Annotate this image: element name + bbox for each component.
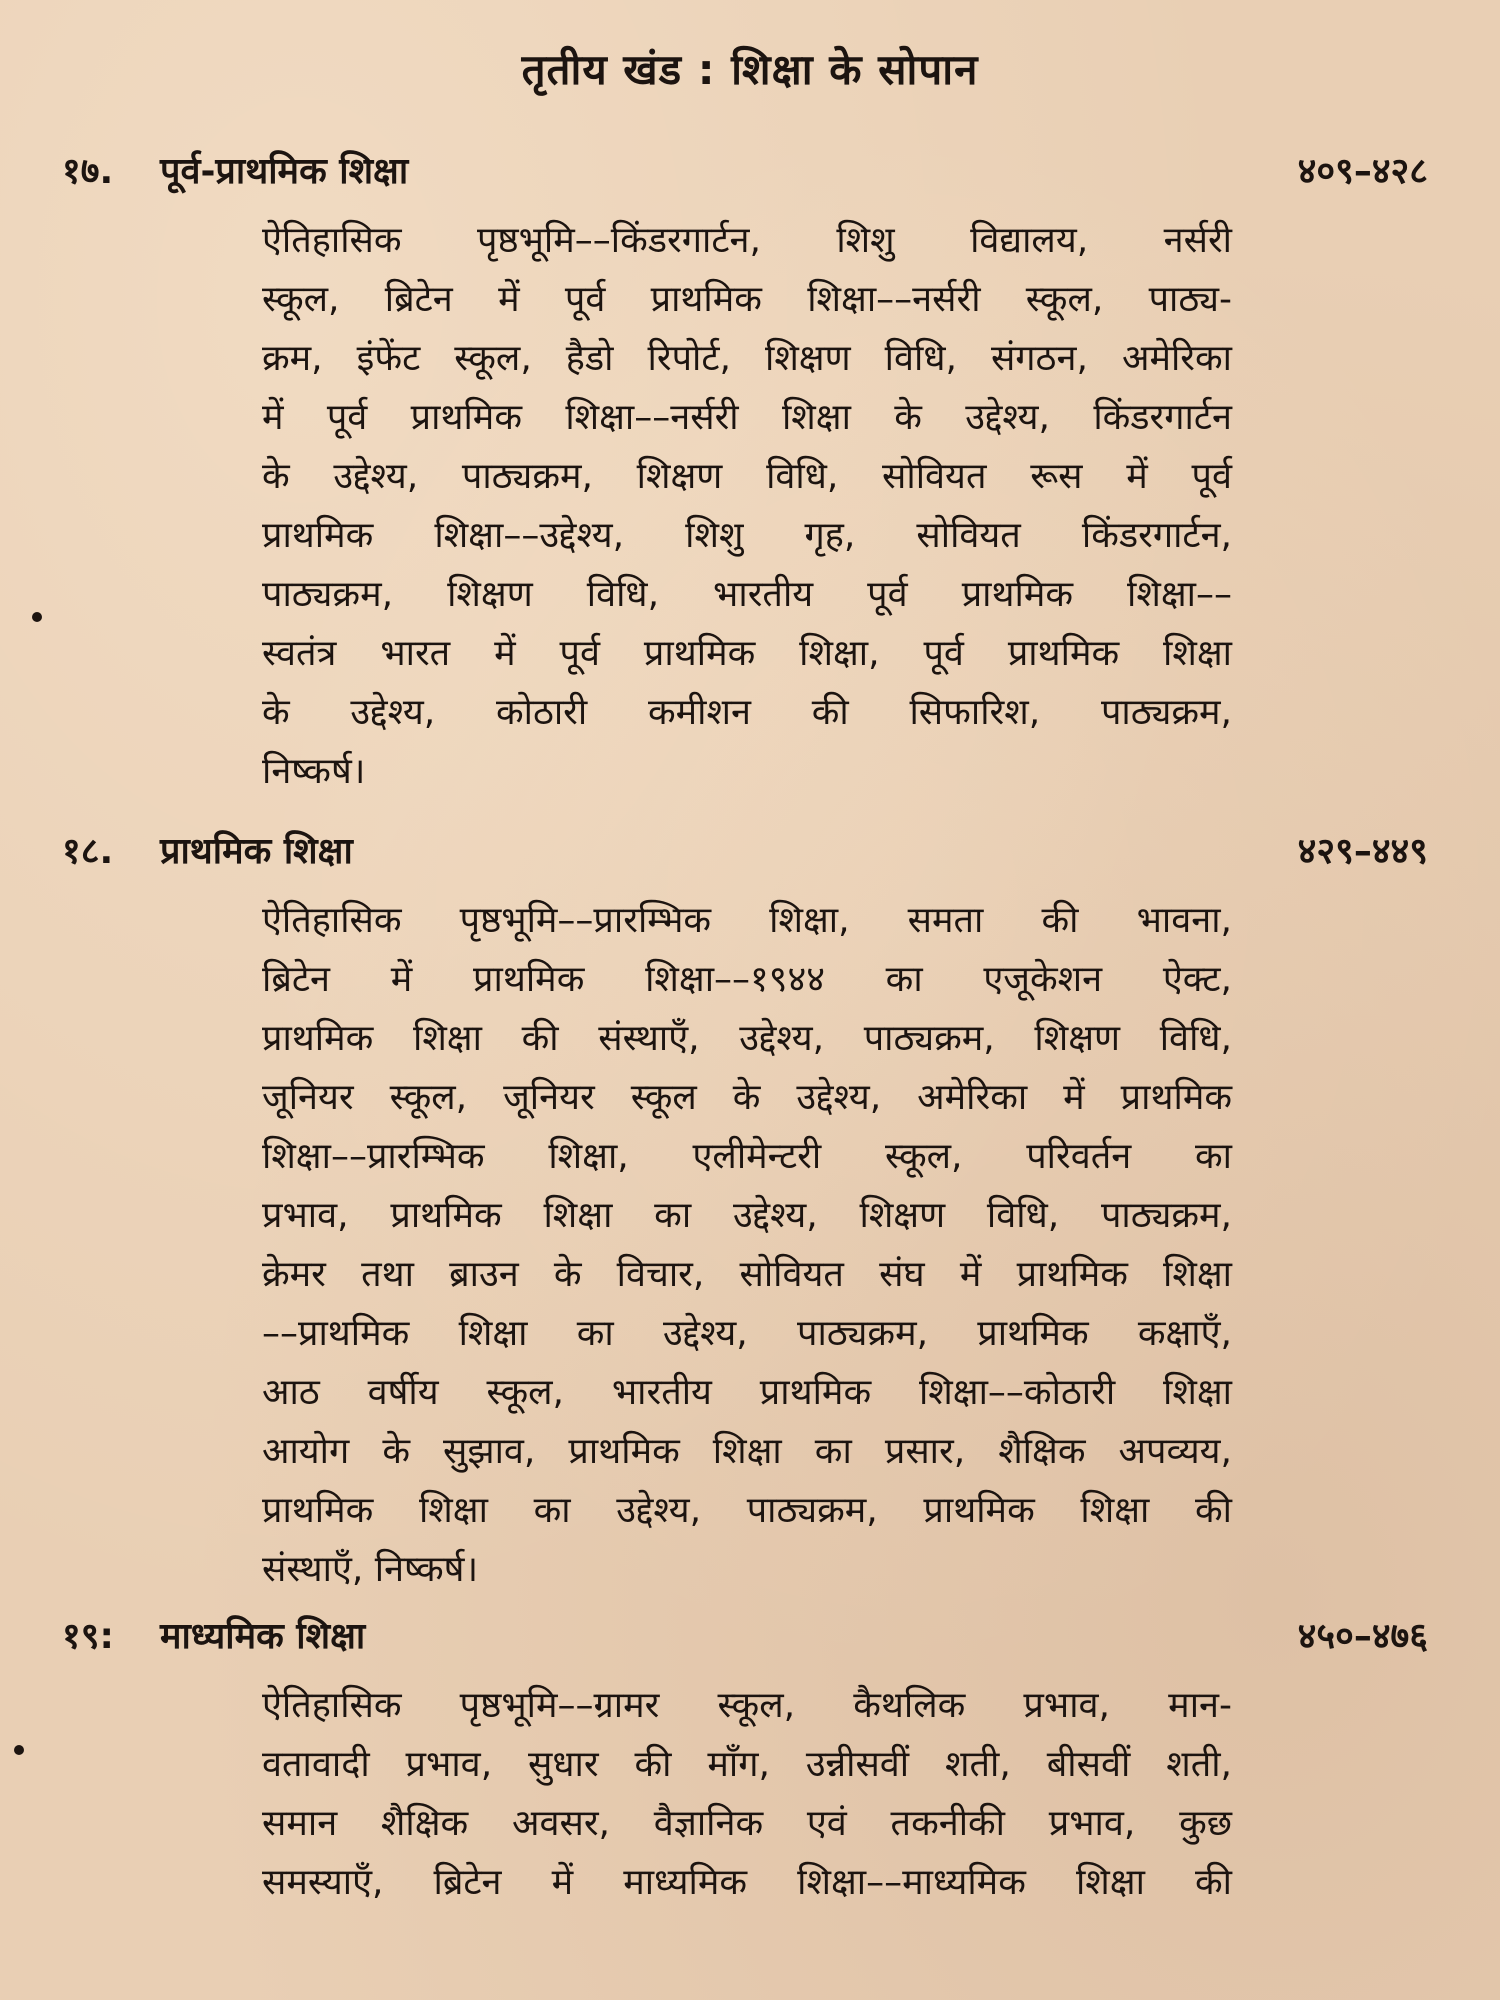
chapter-title: प्राथमिक शिक्षा xyxy=(160,831,353,872)
chapter-number: १९: xyxy=(62,1616,114,1657)
summary-line: स्वतंत्र भारत में पूर्व प्राथमिक शिक्षा, पूर्व प्राथमिक शिक्षा xyxy=(262,633,1232,674)
chapter-heading xyxy=(0,1610,1500,1676)
summary-line: संस्थाएँ, निष्कर्ष। xyxy=(262,1549,479,1590)
summary-line: समान शैक्षिक अवसर, वैज्ञानिक एवं तकनीकी प्रभाव, कुछ xyxy=(262,1803,1232,1844)
chapter-page-range: ४०९–४२८ xyxy=(1297,151,1428,192)
summary-line: स्कूल, ब्रिटेन में पूर्व प्राथमिक शिक्षा––नर्सरी स्कूल, पाठ्य- xyxy=(262,279,1232,320)
section-title: तृतीय खंड : शिक्षा के सोपान xyxy=(521,45,979,94)
print-speck xyxy=(14,1745,24,1755)
summary-line: आयोग के सुझाव, प्राथमिक शिक्षा का प्रसार, शैक्षिक अपव्यय, xyxy=(262,1431,1232,1472)
summary-line: क्रम, इंफेंट स्कूल, हैडो रिपोर्ट, शिक्षण विधि, संगठन, अमेरिका xyxy=(262,338,1232,379)
chapter-page-range: ४२९–४४९ xyxy=(1297,831,1428,872)
summary-line: निष्कर्ष। xyxy=(262,751,366,792)
summary-line: के उद्देश्य, कोठारी कमीशन की सिफारिश, पाठ्यक्रम, xyxy=(262,692,1232,733)
chapter-title: पूर्व-प्राथमिक शिक्षा xyxy=(160,151,409,192)
summary-line: आठ वर्षीय स्कूल, भारतीय प्राथमिक शिक्षा––कोठारी शिक्षा xyxy=(262,1372,1232,1413)
chapter-title: माध्यमिक शिक्षा xyxy=(160,1616,366,1657)
summary-line: पाठ्यक्रम, शिक्षण विधि, भारतीय पूर्व प्राथमिक शिक्षा–– xyxy=(262,574,1232,615)
summary-line: वतावादी प्रभाव, सुधार की माँग, उन्नीसवीं शती, बीसवीं शती, xyxy=(262,1744,1232,1785)
chapter-number: १८. xyxy=(62,831,114,872)
chapter-17 xyxy=(0,145,1500,801)
summary-line: प्राथमिक शिक्षा की संस्थाएँ, उद्देश्य, पाठ्यक्रम, शिक्षण विधि, xyxy=(262,1018,1232,1059)
summary-line: प्रभाव, प्राथमिक शिक्षा का उद्देश्य, शिक्षण विधि, पाठ्यक्रम, xyxy=(262,1195,1232,1236)
chapter-number: १७. xyxy=(62,151,114,192)
summary-line: क्रेमर तथा ब्राउन के विचार, सोवियत संघ में प्राथमिक शिक्षा xyxy=(262,1254,1232,1295)
summary-line: प्राथमिक शिक्षा––उद्देश्य, शिशु गृह, सोवियत किंडरगार्टन, xyxy=(262,515,1232,556)
summary-line: जूनियर स्कूल, जूनियर स्कूल के उद्देश्य, अमेरिका में प्राथमिक xyxy=(262,1077,1232,1118)
chapter-summary xyxy=(262,1676,1232,1912)
chapter-page-range: ४५०–४७६ xyxy=(1297,1616,1428,1657)
chapter-18 xyxy=(0,825,1500,1599)
chapter-summary xyxy=(262,211,1232,801)
summary-line: शिक्षा––प्रारम्भिक शिक्षा, एलीमेन्टरी स्कूल, परिवर्तन का xyxy=(262,1136,1232,1177)
summary-line: प्राथमिक शिक्षा का उद्देश्य, पाठ्यक्रम, प्राथमिक शिक्षा की xyxy=(262,1490,1232,1531)
summary-line: समस्याएँ, ब्रिटेन में माध्यमिक शिक्षा––माध्यमिक शिक्षा की xyxy=(262,1862,1232,1903)
chapter-summary xyxy=(262,891,1232,1599)
summary-line: के उद्देश्य, पाठ्यक्रम, शिक्षण विधि, सोवियत रूस में पूर्व xyxy=(262,456,1232,497)
summary-line: ऐतिहासिक पृष्ठभूमि––प्रारम्भिक शिक्षा, समता की भावना, xyxy=(262,900,1232,941)
print-speck xyxy=(32,612,42,622)
summary-line: ––प्राथमिक शिक्षा का उद्देश्य, पाठ्यक्रम, प्राथमिक कक्षाएँ, xyxy=(262,1313,1232,1354)
chapter-heading xyxy=(0,145,1500,211)
chapter-19 xyxy=(0,1610,1500,1912)
summary-line: में पूर्व प्राथमिक शिक्षा––नर्सरी शिक्षा के उद्देश्य, किंडरगार्टन xyxy=(262,397,1232,438)
summary-line: ब्रिटेन में प्राथमिक शिक्षा––१९४४ का एजूकेशन ऐक्ट, xyxy=(262,959,1232,1000)
summary-line: ऐतिहासिक पृष्ठभूमि––ग्रामर स्कूल, कैथलिक प्रभाव, मान- xyxy=(262,1685,1232,1726)
chapter-heading xyxy=(0,825,1500,891)
summary-line: ऐतिहासिक पृष्ठभूमि––किंडरगार्टन, शिशु विद्यालय, नर्सरी xyxy=(262,220,1232,261)
